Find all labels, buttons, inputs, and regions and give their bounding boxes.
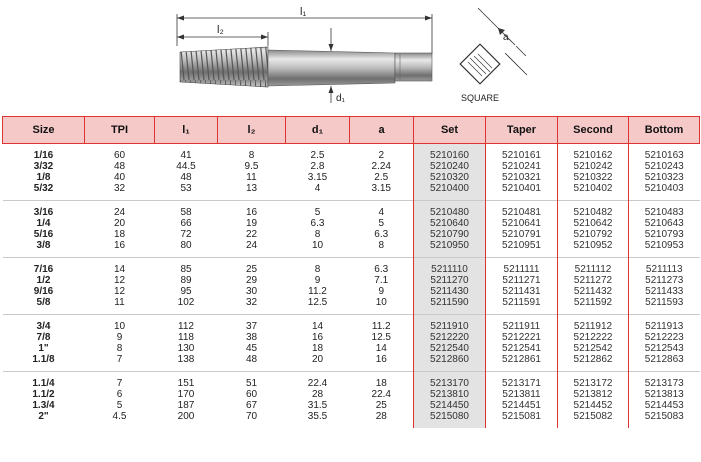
d1-label: d₁ <box>336 93 345 104</box>
cell-size: 1/4 <box>36 218 51 229</box>
cell-set: 5210950 <box>414 240 486 258</box>
cell-l1: 53 <box>180 183 192 194</box>
cell-second: 5210402 <box>558 183 629 201</box>
cell-tpi: 40 <box>113 172 126 183</box>
cell-set: 5210400 <box>414 183 486 201</box>
table-row <box>3 183 700 201</box>
header-a: a <box>350 117 414 144</box>
cell-d1: 22.4 <box>286 372 350 390</box>
cell-set: 5212540 <box>414 343 486 354</box>
cell-tpi: 12 <box>113 275 126 286</box>
cell-taper: 5213171 <box>486 372 558 390</box>
cell-bottom: 5212863 <box>644 354 684 365</box>
table-row <box>3 275 700 286</box>
cell-tpi: 16 <box>113 240 126 251</box>
cell-l2: 48 <box>245 354 258 365</box>
cell-size: 7/8 <box>36 332 51 343</box>
cell-l1: 118 <box>178 332 194 343</box>
cell-set: 5213170 <box>414 372 486 390</box>
cell-bottom: 5211433 <box>645 286 684 297</box>
cell-l1: 41 <box>180 150 192 161</box>
square-label: SQUARE <box>461 93 500 103</box>
cell-second: 5210242 <box>558 161 629 172</box>
header-bottom: Bottom <box>629 117 700 144</box>
cell-l2: 16 <box>218 201 286 219</box>
cell-bottom: 5211273 <box>645 275 684 286</box>
cell-a: 12.5 <box>371 332 391 343</box>
cell-taper: 5210321 <box>502 172 541 183</box>
cell-bottom: 5213173 <box>629 372 700 390</box>
cell-l2: 22 <box>245 229 258 240</box>
l1-dimension <box>177 6 432 54</box>
cell-l1: 187 <box>177 400 195 411</box>
cell-taper: 5212861 <box>502 354 541 365</box>
cell-bottom: 5212543 <box>644 343 684 354</box>
cell-second: 5213812 <box>558 389 629 400</box>
cell-d1: 2.8 <box>310 161 325 172</box>
cell-l2: 67 <box>245 400 258 411</box>
table-body <box>3 144 700 429</box>
cell-l1: 72 <box>180 229 192 240</box>
cell-l2: 32 <box>245 297 258 308</box>
header-second: Second <box>558 117 629 144</box>
table-row <box>3 201 700 219</box>
cell-size: 7/16 <box>3 258 85 276</box>
header-l2: l₂ <box>218 117 286 144</box>
cell-a: 10 <box>375 297 387 308</box>
cell-size: 3/8 <box>36 240 51 251</box>
cell-size: 1/16 <box>33 150 54 161</box>
cell-l2: 45 <box>245 343 258 354</box>
cell-bottom: 5210483 <box>629 201 700 219</box>
cell-l1: 44.5 <box>176 161 196 172</box>
cell-taper: 5211591 <box>502 297 541 308</box>
cell-l2: 29 <box>245 275 258 286</box>
cell-size: 1.1/2 <box>32 389 55 400</box>
cell-taper: 5211111 <box>486 258 558 276</box>
cell-second: 5210952 <box>558 240 629 258</box>
table-row <box>3 240 700 258</box>
cell-a: 9 <box>378 286 385 297</box>
cell-bottom: 5210643 <box>644 218 684 229</box>
cell-size: 3/16 <box>3 201 85 219</box>
cell-d1: 20 <box>311 354 324 365</box>
cell-a: 28 <box>375 411 387 422</box>
cell-size: 1/8 <box>36 172 51 183</box>
cell-tpi: 60 <box>113 150 126 161</box>
table-row <box>3 218 700 229</box>
cell-set: 5210320 <box>414 172 486 183</box>
table-row <box>3 372 700 390</box>
cell-tpi: 5 <box>116 400 123 411</box>
cell-d1: 2.5 <box>310 150 325 161</box>
cell-second: 5215082 <box>558 411 629 428</box>
cell-second: 5211272 <box>558 275 629 286</box>
cell-d1: 18 <box>311 343 324 354</box>
cell-size: 9/16 <box>33 286 54 297</box>
cell-taper: 5211271 <box>502 275 541 286</box>
cell-d1: 8 <box>314 229 321 240</box>
cell-set: 5210790 <box>414 229 486 240</box>
cell-d1: 8 <box>286 258 350 276</box>
cell-set: 5213810 <box>414 389 486 400</box>
cell-a: 3.15 <box>371 183 391 194</box>
cell-a: 7.1 <box>374 275 389 286</box>
cell-bottom: 5213813 <box>644 389 684 400</box>
cell-tpi: 12 <box>113 286 126 297</box>
cell-taper: 5212221 <box>502 332 541 343</box>
cell-l2: 60 <box>245 389 258 400</box>
cell-l1: 151 <box>155 372 218 390</box>
cell-d1: 14 <box>286 315 350 333</box>
cell-second: 5213172 <box>558 372 629 390</box>
cell-a: 2 <box>378 150 385 161</box>
cell-size: 1.3/4 <box>32 400 55 411</box>
cell-a: 8 <box>378 240 385 251</box>
cell-tpi: 7 <box>116 354 123 365</box>
cell-tpi: 20 <box>113 218 126 229</box>
cell-d1: 16 <box>311 332 324 343</box>
table-row <box>3 315 700 333</box>
l2-dimension <box>177 24 268 46</box>
cell-set: 5210160 <box>414 144 486 162</box>
cell-tpi: 48 <box>113 161 126 172</box>
cell-d1: 35.5 <box>307 411 328 422</box>
tap-body <box>180 47 432 87</box>
cell-set: 5211590 <box>414 297 486 315</box>
cell-size: 5/8 <box>36 297 51 308</box>
cell-l1: 170 <box>177 389 195 400</box>
header-tpi: TPI <box>85 117 155 144</box>
cell-taper: 5210401 <box>502 183 541 194</box>
a-label: a <box>503 32 509 43</box>
cell-a: 5 <box>378 218 385 229</box>
cell-l1: 130 <box>177 343 195 354</box>
cell-set: 5210240 <box>414 161 486 172</box>
cell-bottom: 5214453 <box>644 400 684 411</box>
cell-l1: 112 <box>155 315 218 333</box>
cell-taper: 5210791 <box>502 229 541 240</box>
cell-tpi: 24 <box>85 201 155 219</box>
cell-size: 1.1/4 <box>3 372 85 390</box>
cell-bottom: 5210243 <box>644 161 684 172</box>
cell-size: 1/2 <box>36 275 51 286</box>
cell-set: 5214450 <box>414 400 486 411</box>
cell-tpi: 10 <box>85 315 155 333</box>
cell-second: 5212542 <box>558 343 629 354</box>
cell-tpi: 6 <box>116 389 123 400</box>
cell-l2: 24 <box>245 240 258 251</box>
table-row <box>3 161 700 172</box>
cell-l1: 89 <box>180 275 192 286</box>
cell-tpi: 4.5 <box>112 411 127 422</box>
header-size: Size <box>3 117 85 144</box>
cell-taper: 5211911 <box>486 315 558 333</box>
cell-a: 11.2 <box>350 315 414 333</box>
cell-l2: 51 <box>218 372 286 390</box>
cell-l2: 8 <box>248 150 255 161</box>
cell-bottom: 5210793 <box>644 229 684 240</box>
cell-d1: 3.15 <box>307 172 328 183</box>
tap-spec-table <box>2 116 700 428</box>
cell-bottom: 5210953 <box>644 240 684 251</box>
cell-d1: 10 <box>311 240 324 251</box>
cell-bottom: 5211593 <box>645 297 684 308</box>
cell-l1: 138 <box>177 354 195 365</box>
cell-bottom: 5210323 <box>644 172 684 183</box>
cell-bottom: 5211113 <box>629 258 700 276</box>
cell-l1: 200 <box>177 411 195 422</box>
cell-set: 5212860 <box>414 354 486 372</box>
cell-taper: 5213811 <box>502 389 541 400</box>
cell-l1: 102 <box>177 297 195 308</box>
cell-set: 5211430 <box>414 286 486 297</box>
cell-tpi: 32 <box>113 183 126 194</box>
cell-tpi: 9 <box>116 332 123 343</box>
l1-label: l₁ <box>300 6 307 18</box>
table-row <box>3 144 700 162</box>
cell-taper: 5211431 <box>502 286 541 297</box>
cell-d1: 5 <box>286 201 350 219</box>
cell-bottom: 5211913 <box>629 315 700 333</box>
cell-second: 5210642 <box>558 218 629 229</box>
cell-l2: 13 <box>245 183 258 194</box>
table-row <box>3 258 700 276</box>
cell-l2: 37 <box>218 315 286 333</box>
table-row <box>3 400 700 411</box>
table-row <box>3 343 700 354</box>
cell-second: 5212862 <box>558 354 629 372</box>
cell-taper: 5215081 <box>502 411 541 422</box>
cell-set: 5212220 <box>414 332 486 343</box>
cell-taper: 5210161 <box>502 150 541 161</box>
cell-a: 14 <box>375 343 387 354</box>
cell-l1: 80 <box>180 240 192 251</box>
table-row <box>3 229 700 240</box>
cell-a: 18 <box>350 372 414 390</box>
table-row <box>3 332 700 343</box>
table-row <box>3 297 700 315</box>
cell-l2: 70 <box>245 411 258 422</box>
cell-l1: 85 <box>155 258 218 276</box>
cell-second: 5214452 <box>558 400 629 411</box>
cell-second: 5210162 <box>558 144 629 162</box>
table-row <box>3 354 700 372</box>
cell-l1: 58 <box>155 201 218 219</box>
table-row <box>3 172 700 183</box>
cell-size: 1" <box>38 343 49 354</box>
cell-size: 3/4 <box>3 315 85 333</box>
cell-tpi: 18 <box>113 229 126 240</box>
cell-d1: 4 <box>314 183 321 194</box>
cell-a: 4 <box>350 201 414 219</box>
cell-second: 5211112 <box>558 258 629 276</box>
cell-bottom: 5210403 <box>644 183 684 194</box>
table-row <box>3 286 700 297</box>
cell-a: 6.3 <box>374 229 389 240</box>
cell-set: 5210480 <box>414 201 486 219</box>
square-detail <box>460 8 527 103</box>
cell-tpi: 11 <box>114 297 125 308</box>
cell-second: 5210482 <box>558 201 629 219</box>
cell-second: 5212222 <box>558 332 629 343</box>
cell-taper: 5210641 <box>502 218 541 229</box>
l2-label: l₂ <box>217 24 224 36</box>
cell-size: 2" <box>38 411 49 422</box>
cell-size: 3/32 <box>33 161 54 172</box>
cell-l2: 19 <box>245 218 258 229</box>
cell-l2: 11 <box>246 172 257 183</box>
header-l1: l₁ <box>155 117 218 144</box>
cell-taper: 5210951 <box>502 240 541 251</box>
cell-set: 5211910 <box>414 315 486 333</box>
cell-taper: 5210241 <box>502 161 541 172</box>
cell-l1: 95 <box>180 286 192 297</box>
cell-d1: 9 <box>314 275 321 286</box>
cell-second: 5211432 <box>558 286 629 297</box>
table-row <box>3 389 700 400</box>
cell-l2: 38 <box>245 332 258 343</box>
cell-tpi: 8 <box>116 343 123 354</box>
cell-taper: 5214451 <box>502 400 541 411</box>
cell-tpi: 7 <box>85 372 155 390</box>
cell-size: 5/32 <box>33 183 54 194</box>
header-set: Set <box>414 117 486 144</box>
cell-d1: 12.5 <box>307 297 328 308</box>
cell-size: 1.1/8 <box>32 354 55 365</box>
cell-a: 22.4 <box>371 389 391 400</box>
cell-l1: 66 <box>180 218 192 229</box>
cell-second: 5211592 <box>558 297 629 315</box>
cell-set: 5211110 <box>414 258 486 276</box>
cell-set: 5210640 <box>414 218 486 229</box>
cell-a: 6.3 <box>350 258 414 276</box>
cell-d1: 6.3 <box>310 218 325 229</box>
cell-set: 5211270 <box>414 275 486 286</box>
table-row <box>3 411 700 428</box>
cell-a: 2.5 <box>374 172 389 183</box>
cell-tpi: 14 <box>85 258 155 276</box>
header-d1: d₁ <box>286 117 350 144</box>
cell-d1: 11.2 <box>308 286 327 297</box>
cell-l2: 9.5 <box>244 161 259 172</box>
cell-d1: 31.5 <box>307 400 328 411</box>
header-taper: Taper <box>486 117 558 144</box>
cell-taper: 5210481 <box>486 201 558 219</box>
cell-set: 5215080 <box>414 411 486 428</box>
cell-bottom: 5210163 <box>644 150 684 161</box>
cell-l2: 30 <box>245 286 258 297</box>
cell-size: 5/16 <box>33 229 54 240</box>
cell-l1: 48 <box>180 172 192 183</box>
header-row <box>3 117 700 144</box>
cell-d1: 28 <box>311 389 324 400</box>
tap-diagram <box>0 0 701 112</box>
cell-second: 5210792 <box>558 229 629 240</box>
cell-a: 2.24 <box>371 161 391 172</box>
cell-bottom: 5215083 <box>644 411 684 422</box>
cell-bottom: 5212223 <box>644 332 684 343</box>
cell-taper: 5212541 <box>502 343 541 354</box>
cell-second: 5211912 <box>558 315 629 333</box>
cell-second: 5210322 <box>558 172 629 183</box>
cell-a: 25 <box>375 400 387 411</box>
cell-a: 16 <box>375 354 387 365</box>
cell-l2: 25 <box>218 258 286 276</box>
